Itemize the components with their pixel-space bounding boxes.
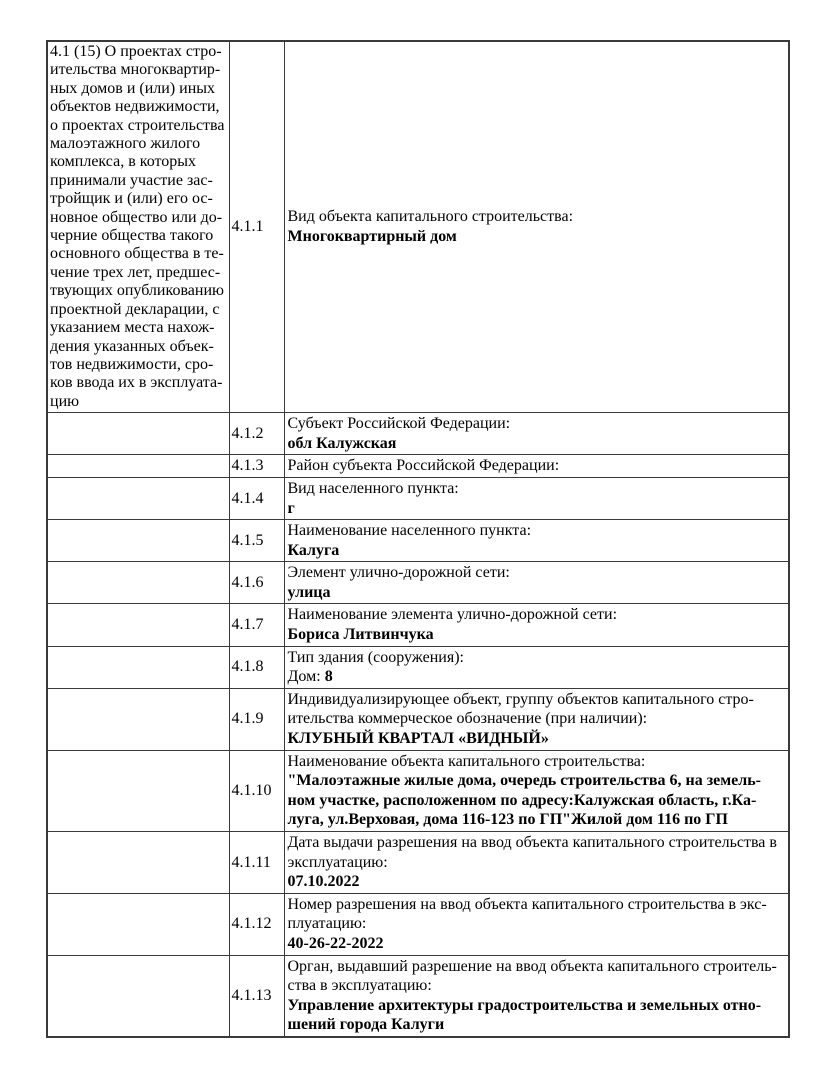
field-value [288,434,786,454]
row-number: 4.1.3 [229,455,284,478]
table-row [47,477,789,519]
field-label: Тип здания (сооружения): [287,648,464,666]
field-label: Вид объекта капитального строительства: [287,208,574,226]
empty-description-cell [47,750,229,831]
empty-description-cell [47,520,229,562]
field-value-prefix: Дом: [287,668,325,686]
row-number: 4.1.7 [229,604,284,646]
project-declaration-table [46,40,790,1038]
row-number: 4.1.2 [229,413,284,455]
field-value-text: г [287,499,295,517]
empty-description-cell [47,832,229,894]
row-content-cell [284,646,789,688]
row-number: 4.1.4 [229,477,284,519]
row-number: 4.1.10 [229,750,284,831]
field-value-text: 8 [324,668,333,686]
field-label: Вид населенного пункта: [287,479,459,497]
row-number: 4.1.5 [229,520,284,562]
field-label: Район субъекта Российской Федерации: [287,457,560,475]
row-content-cell [284,41,789,413]
field-label: Индивидуализирующее объект, группу объектов капитального стро- ительства коммерческое обозначение (при наличии): [287,690,754,728]
row-number: 4.1.11 [229,832,284,894]
table-row [47,832,789,894]
row-number: 4.1.1 [229,41,284,413]
field-value [288,934,786,954]
field-value [288,771,786,830]
row-content-cell [284,413,789,455]
table-row [47,604,789,646]
table-row [47,893,789,955]
field-value-text: Управление архитектуры градостроительства и земельных отно- шений города Калуги [287,996,762,1034]
field-value-text: Бориса Литвинчука [287,626,434,644]
field-label: Субъект Российской Федерации: [287,415,511,433]
field-label: Дата выдачи разрешения на ввод объекта капитального строительства в эксплуатацию: [287,834,777,871]
field-label: Наименование элемента улично-дорожной сети: [287,606,618,624]
field-value [288,227,786,247]
field-value-text: 07.10.2022 [287,873,360,891]
empty-description-cell [47,688,229,750]
field-value-text: улица [287,583,331,601]
table-row [47,41,789,413]
empty-description-cell [47,413,229,455]
table-row [47,646,789,688]
empty-description-cell [47,955,229,1037]
row-content-cell [284,832,789,894]
field-value [288,499,786,519]
row-number: 4.1.6 [229,562,284,604]
field-value-text: 40-26-22-2022 [287,934,384,952]
field-value [288,541,786,561]
table-row [47,413,789,455]
field-value [288,996,786,1035]
field-label: Орган, выдавший разрешение на ввод объекта капитального строитель- ства в эксплуатацию: [287,957,777,995]
row-content-cell [284,520,789,562]
field-value-text: "Малоэтажные жилые дома, очередь строительства 6, на земель- ном участке, расположенном по адресу:Калужская область, г.Ка- луга, ул.Верховая, дома 116-123 по ГП"Жилой дом 116 по ГП [287,772,761,829]
field-value [288,583,786,603]
row-number: 4.1.12 [229,893,284,955]
field-value-text: обл Калужская [287,434,397,452]
empty-description-cell [47,455,229,478]
row-content-cell [284,562,789,604]
row-number: 4.1.13 [229,955,284,1037]
empty-description-cell [47,646,229,688]
row-number: 4.1.8 [229,646,284,688]
declaration-table-body [47,41,789,1037]
empty-description-cell [47,477,229,519]
field-value-text: Многоквартирный дом [287,228,457,246]
row-content-cell [284,604,789,646]
field-value [288,872,786,892]
table-row [47,688,789,750]
table-row [47,455,789,478]
empty-description-cell [47,562,229,604]
table-row [47,562,789,604]
field-label: Наименование населенного пункта: [287,522,532,540]
field-label: Номер разрешения на ввод объекта капитального строительства в экс- плуатацию: [287,895,767,933]
row-content-cell [284,688,789,750]
table-row [47,750,789,831]
row-content-cell [284,955,789,1037]
field-label: Элемент улично-дорожной сети: [287,564,510,582]
field-value-text: КЛУБНЫЙ КВАРТАЛ «ВИДНЫЙ» [287,730,549,748]
row-number: 4.1.9 [229,688,284,750]
section-description-cell: 4.1 (15) О проектах стро- ительства многоквартир- ных домов и (или) иных объектов недвижимости, о проектах строительства малоэтажного жилого комплекса, в которых принимали участие зас- тройщик и (или) его ос- новное общество или до- черние общества такого основного общества в те- чение трех лет, предшес- твующих опубликованию проектной декларации, с указанием места нахож- дения указанных объек- тов недвижимости, сро- ков ввода их в эксплуата- цию [47,41,229,413]
table-row [47,955,789,1037]
field-value [288,625,786,645]
empty-description-cell [47,604,229,646]
row-content-cell [284,455,789,478]
row-content-cell [284,477,789,519]
field-value-text: Калуга [287,541,340,559]
row-content-cell [284,750,789,831]
table-row [47,520,789,562]
empty-description-cell [47,893,229,955]
field-value [288,667,786,687]
field-value [288,729,786,749]
row-content-cell [284,893,789,955]
field-label: Наименование объекта капитального строительства: [287,752,646,770]
